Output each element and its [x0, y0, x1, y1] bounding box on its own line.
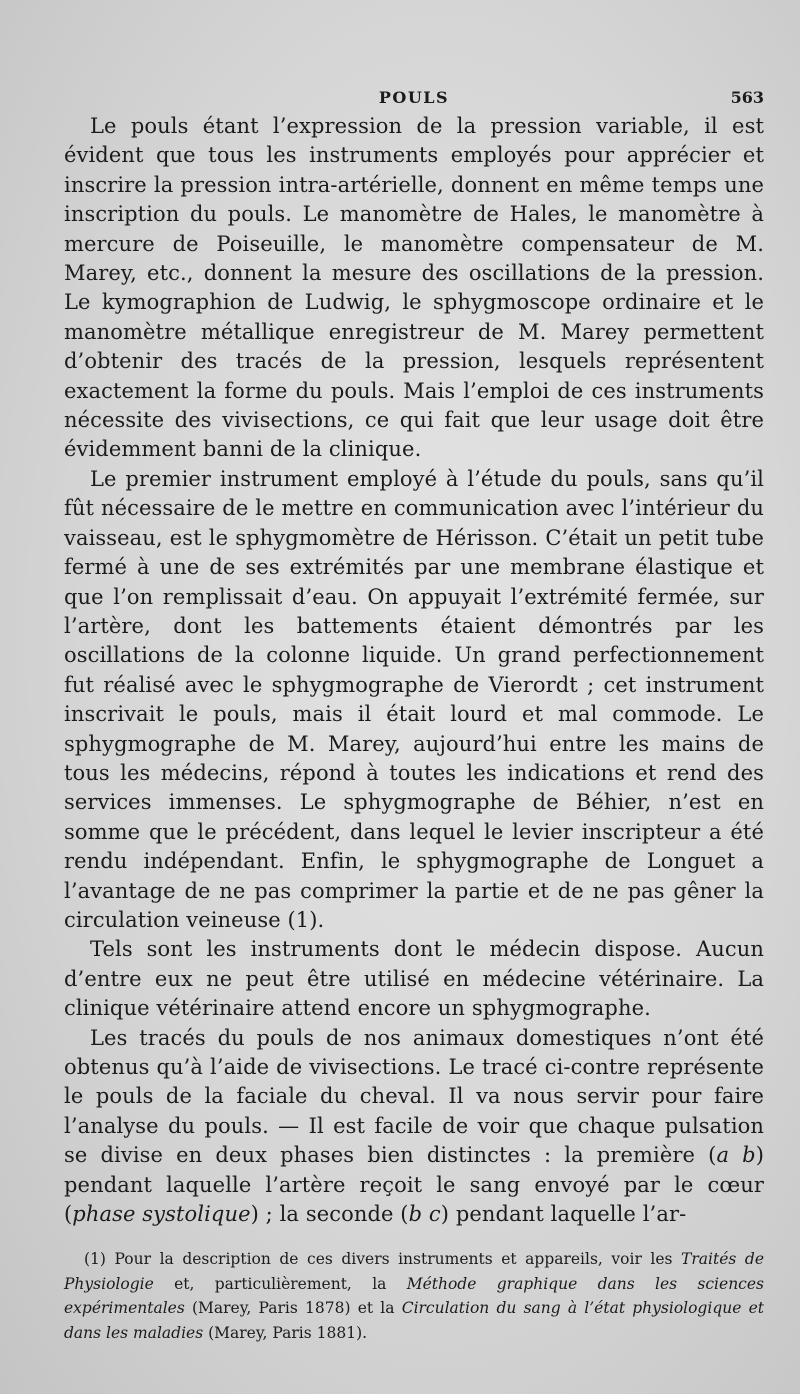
running-title: POULS	[378, 88, 450, 107]
paragraph	[64, 935, 764, 1023]
text-run: ) pendant laquelle l’ar-	[440, 1202, 687, 1227]
footnote	[64, 1247, 764, 1345]
text-run: Tels sont les instruments dont le médecin dispose. Aucun d’entre eux ne peut être utilisé en médecine vétérinaire. La clinique vétérinaire attend encore un sphygmographe.	[64, 937, 764, 1021]
italic-run: Circulation du sang à l’état physiologique et dans les maladies	[64, 1299, 764, 1342]
paragraph	[64, 1024, 764, 1230]
paragraph	[64, 465, 764, 936]
text-run: ) ; la seconde (	[250, 1202, 409, 1227]
body-text	[64, 112, 764, 1229]
italic-run: a b	[716, 1143, 756, 1168]
text-run: Le premier instrument employé à l’étude du pouls, sans qu’il fût nécessaire de le mettre en communication avec l’intérieur du vaisseau, est le sphygmomètre de Hérisson. C’était un petit tube fermé à une de ses extrémités par une membrane élastique et que l’on remplissait d’eau. On appuyait l’extrémité fermée, sur l’artère, dont les battements étaient démontrés par les oscillations de la colonne liquide. Un grand perfectionnement fut réalisé avec le sphygmographe de Vierordt ; cet instrument inscrivait le pouls, mais il était lourd et mal commode. Le sphygmographe de M. Marey, aujourd’hui entre les mains de tous les médecins, répond à toutes les indications et rend des services immenses. Le sphygmographe de Béhier, n’est en somme que le précédent, dans lequel le levier inscripteur a été rendu indépendant. Enfin, le sphygmographe de Longuet a l’avantage de ne pas comprimer la partie et de ne pas gêner la circulation veineuse (1).	[64, 466, 764, 932]
running-header	[64, 86, 764, 112]
text-run: (Marey, Paris 1881).	[203, 1323, 368, 1342]
text-run: Les tracés du pouls de nos animaux domestiques n’ont été obtenus qu’à l’aide de vivisections. Le tracé ci-contre représente le pouls de la faciale du cheval. Il va nous servir pour faire l’analyse du pouls. — Il est facile de voir que chaque pulsation se divise en deux phases bien distinctes : la première (	[64, 1025, 764, 1168]
text-run: (Marey, Paris 1878) et la	[184, 1299, 402, 1318]
page-number: 563	[730, 88, 764, 107]
italic-run: Méthode graphique dans les sciences expérimentales	[64, 1274, 764, 1318]
footnote-text	[64, 1247, 764, 1345]
italic-run: Traités de Physiologie	[64, 1250, 764, 1293]
paragraph	[64, 112, 764, 465]
text-run: Le pouls étant l’expression de la pression variable, il est évident que tous les instruments employés pour apprécier et inscrire la pression intra-artérielle, donnent en même temps une inscription du pouls. Le manomètre de Hales, le manomètre à mercure de Poiseuille, le manomètre compensateur de M. Marey, etc., donnent la mesure des oscillations de la pression. Le kymographion de Ludwig, le sphygmoscope ordinaire et le manomètre métallique enregistreur de M. Marey permettent d’obtenir des tracés de la pression, lesquels représentent exactement la forme du pouls. Mais l’emploi de ces instruments nécessite des vivisections, ce qui fait que leur usage doit être évidemment banni de la clinique.	[64, 114, 764, 462]
italic-run: phase systolique	[72, 1202, 251, 1227]
italic-run: b c	[408, 1202, 441, 1227]
text-run: ) pendant laquelle l’artère reçoit le sang envoyé par le cœur (	[64, 1143, 764, 1227]
text-run: (1) Pour la description de ces divers instruments et appareils, voir les	[84, 1250, 682, 1269]
text-run: et, particulièrement, la	[153, 1274, 407, 1293]
